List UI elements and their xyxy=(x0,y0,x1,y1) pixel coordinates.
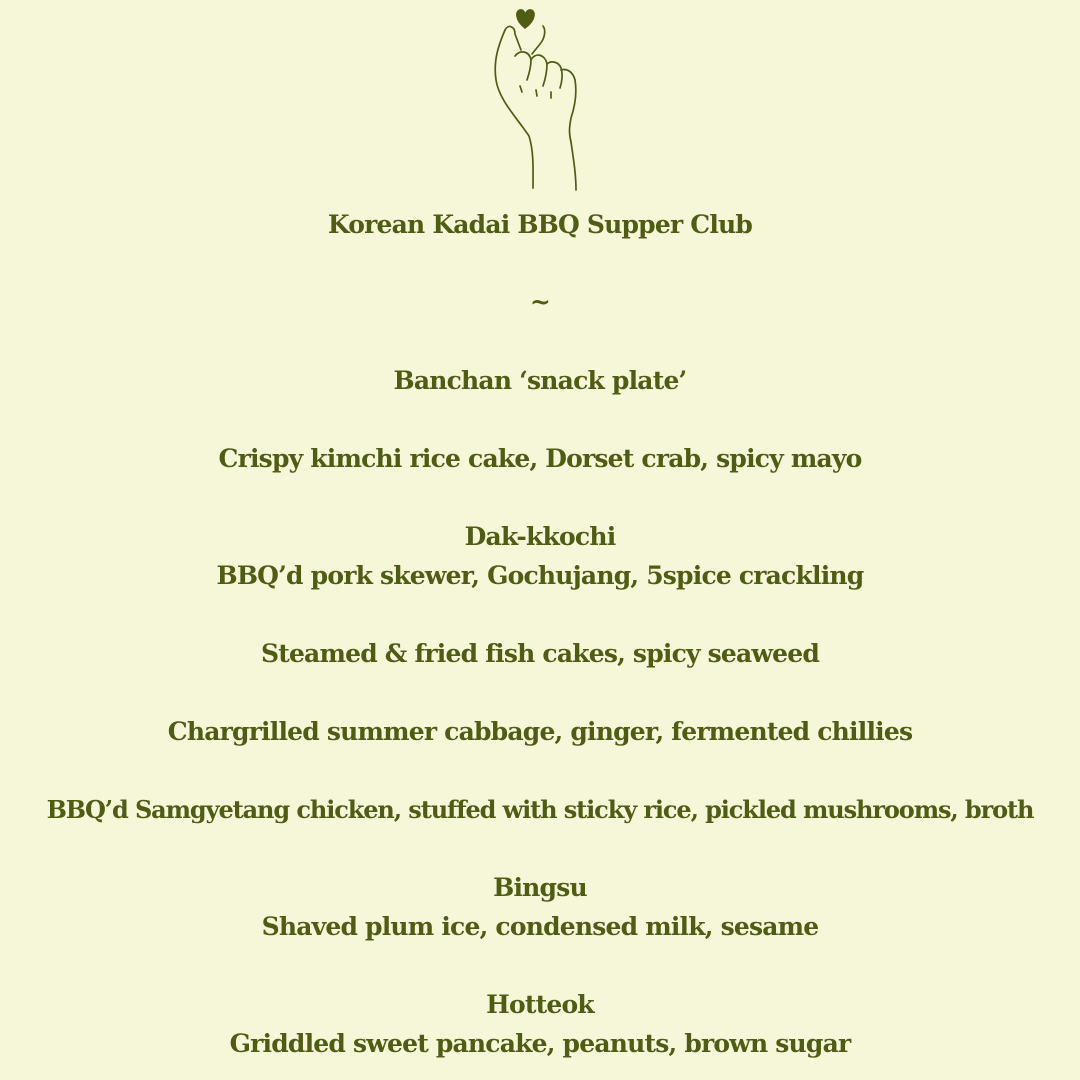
menu-item-banchan: Banchan ‘snack plate’ xyxy=(393,366,687,395)
menu-item-kimchi-rice-cake: Crispy kimchi rice cake, Dorset crab, spicy mayo xyxy=(218,444,862,473)
menu-item-bingsu-title: Bingsu xyxy=(493,873,587,902)
menu-item-hotteok-description: Griddled sweet pancake, peanuts, brown sugar xyxy=(229,1029,851,1058)
menu-item-dak-kkochi-title: Dak-kkochi xyxy=(464,522,616,551)
menu-item-hotteok-title: Hotteok xyxy=(486,990,594,1019)
menu-title: Korean Kadai BBQ Supper Club xyxy=(327,210,753,239)
menu-item-bingsu-description: Shaved plum ice, condensed milk, sesame xyxy=(261,912,819,941)
menu-item-chargrilled-cabbage: Chargrilled summer cabbage, ginger, fermented chillies xyxy=(167,717,913,746)
menu-divider: ~ xyxy=(529,287,551,316)
finger-heart-hand-icon xyxy=(485,2,595,192)
menu-item-fish-cakes: Steamed & fried fish cakes, spicy seaweed xyxy=(260,639,820,668)
menu-item-dak-kkochi-description: BBQ’d pork skewer, Gochujang, 5spice crackling xyxy=(216,561,864,590)
menu-item-samgyetang-chicken: BBQ’d Samgyetang chicken, stuffed with sticky rice, pickled mushrooms, broth xyxy=(46,795,1034,824)
